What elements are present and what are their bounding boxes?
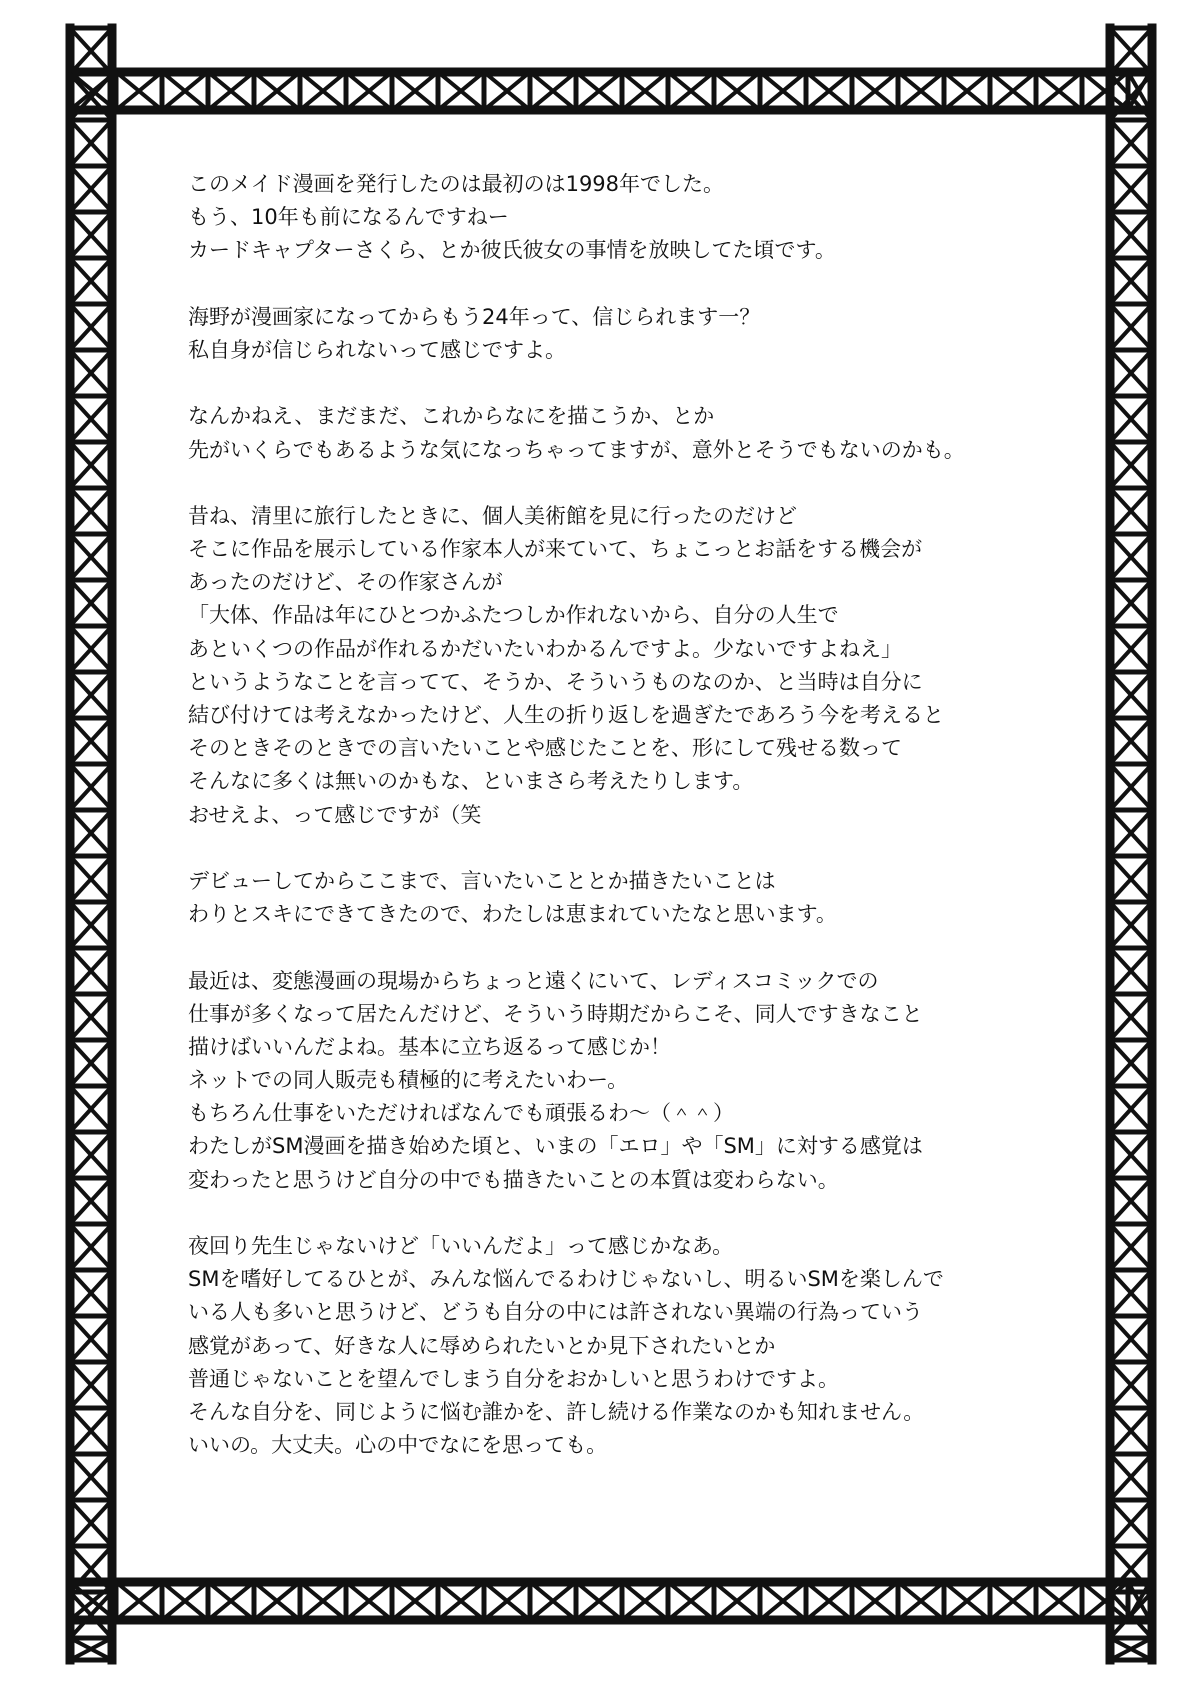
text-line: 最近は、変態漫画の現場からちょっと遠くにいて、レディスコミックでの bbox=[188, 968, 879, 993]
text-line: SMを嗜好してるひとが、みんな悩んでるわけじゃないし、明るいSMを楽しんで bbox=[188, 1267, 944, 1292]
text-line: 普通じゃないことを望んでしまう自分をおかしいと思うわけですよ。 bbox=[188, 1366, 839, 1391]
text-line bbox=[188, 268, 1088, 301]
text-line: そこに作品を展示している作家本人が来ていて、ちょこっとお話をする機会が bbox=[188, 537, 923, 562]
text-line: わたしがSM漫画を描き始めた頃と、いまの「エロ」や「SM」に対する感覚は bbox=[188, 1134, 923, 1159]
afterword-text bbox=[188, 168, 1088, 1462]
text-line: 感覚があって、好きな人に辱められたいとか見下されたいとか bbox=[188, 1333, 776, 1358]
text-line: 仕事が多くなって居たんだけど、そういう時期だからこそ、同人ですきなこと bbox=[188, 1001, 923, 1026]
text-line: 海野が漫画家になってからもう24年って、信じられます一？ bbox=[188, 304, 761, 329]
text-line: 先がいくらでもあるような気になっちゃってますが、意外とそうでもないのかも。 bbox=[188, 437, 965, 462]
text-line: 描けばいいんだよね。基本に立ち返るって感じか！ bbox=[188, 1034, 671, 1059]
text-line: ネットでの同人販売も積極的に考えたいわー。 bbox=[188, 1068, 629, 1093]
text-line: カードキャプターさくら、とか彼氏彼女の事情を放映してた頃です。 bbox=[188, 238, 836, 263]
text-line: というようなことを言ってて、そうか、そういうものなのか、と当時は自分に bbox=[188, 669, 923, 694]
text-line: 夜回り先生じゃないけど「いいんだよ」って感じかなあ。 bbox=[188, 1234, 734, 1258]
text-line: 「大体、作品は年にひとつかふたつしか作れないから、自分の人生で bbox=[188, 603, 839, 628]
text-line: このメイド漫画を発行したのは最初のは1998年でした。 bbox=[188, 172, 725, 196]
text-line: なんかねえ、まだまだ、これからなにを描こうか、とか bbox=[188, 404, 715, 429]
text-line: あといくつの作品が作れるかだいたいわかるんですよ。少ないですよねえ」 bbox=[188, 636, 902, 661]
text-line bbox=[188, 931, 1088, 964]
text-line: もう、10年も前になるんですねー bbox=[188, 205, 509, 230]
text-line: もちろん仕事をいただければなんでも頑張るわ～（＾＾） bbox=[188, 1101, 734, 1126]
text-line: 変わったと思うけど自分の中でも描きたいことの本質は変わらない。 bbox=[188, 1167, 839, 1192]
text-line: 私自身が信じられないって感じですよ。 bbox=[188, 337, 566, 362]
text-line: おせえよ、って感じですが（笑 bbox=[188, 802, 482, 827]
text-line: 昔ね、清里に旅行したときに、個人美術館を見に行ったのだけど bbox=[188, 503, 797, 528]
text-line: 結び付けては考えなかったけど、人生の折り返しを過ぎたであろう今を考えると bbox=[188, 703, 944, 727]
text-line bbox=[188, 1197, 1088, 1230]
text-line: デビューしてからここまで、言いたいこととか描きたいことは bbox=[188, 868, 776, 893]
text-line: わりとスキにできてきたので、わたしは恵まれていたなと思います。 bbox=[188, 902, 837, 927]
text-line bbox=[188, 832, 1088, 865]
text-line: いる人も多いと思うけど、どうも自分の中には許されない異端の行為っていう bbox=[188, 1300, 923, 1325]
text-line: そのときそのときでの言いたいことや感じたことを、形にして残せる数って bbox=[188, 736, 902, 761]
text-line: いいの。大丈夫。心の中でなにを思っても。 bbox=[188, 1433, 608, 1458]
text-line: そんなに多くは無いのかもな、といまさら考えたりします。 bbox=[188, 769, 754, 794]
text-line: そんな自分を、同じように悩む誰かを、許し続ける作業なのかも知れません。 bbox=[188, 1399, 925, 1424]
text-line bbox=[188, 467, 1088, 500]
text-line bbox=[188, 367, 1088, 400]
text-line: あったのだけど、その作家さんが bbox=[188, 570, 503, 595]
